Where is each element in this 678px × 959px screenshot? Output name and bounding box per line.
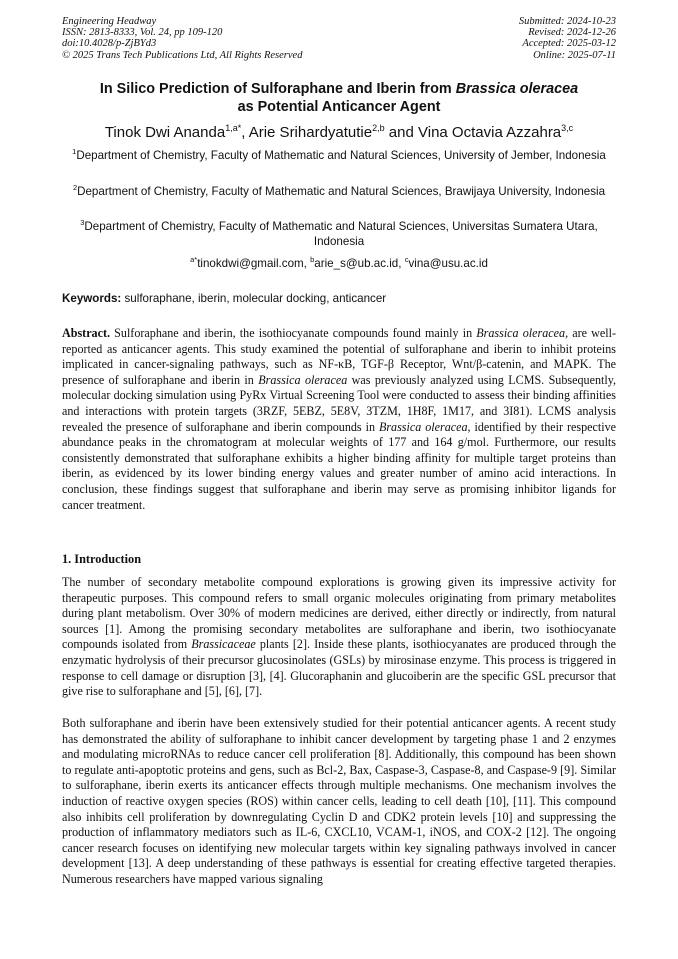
email-link[interactable]: vina@usu.ac.id bbox=[408, 257, 488, 270]
copyright-line: © 2025 Trans Tech Publications Ltd, All Rights Reserved bbox=[62, 49, 303, 61]
affiliation-text: Department of Chemistry, Faculty of Mathematic and Natural Sciences, University of Jember, Indonesia bbox=[76, 149, 606, 162]
text-run: , identified by their respective abundance peaks in the chromatogram at molecular weights of 177 and 164 g/mol. Furthermore, our results consistently demonstrated that sulforaphane exhibits a higher binding affinity for multiple target proteins than iberin, as evidenced by its lower binding energy values and greater number of amino acid interactions. In conclusion, these findings suggest that sulforaphane and iberin may serve as promising inhibitor ligands for cancer treatment. bbox=[62, 419, 616, 512]
author-list bbox=[62, 124, 616, 142]
italic-term: Brassica oleracea bbox=[378, 419, 468, 434]
abstract-body bbox=[62, 326, 616, 512]
journal-header-left bbox=[62, 16, 302, 61]
keywords bbox=[62, 291, 616, 306]
italic-term: Brassicaceae bbox=[191, 637, 256, 652]
accepted-date: Accepted: 2025-03-12 bbox=[522, 38, 616, 50]
keywords-text: sulforaphane, iberin, molecular docking, anticancer bbox=[121, 292, 387, 305]
paper-title bbox=[62, 80, 616, 116]
text-run: was previously analyzed using LCMS. Subsequently, molecular docking simulation using PyRx Virtual Screening Tool were conducted to assess their binding affinities and interactions with protein targets (3RZF, 5EBZ, 5E8V, 3TZM, 1H8F, 1M17, and 3I81). LCMS analysis revealed the presence of sulforaphane and iberin compounds in bbox=[62, 372, 616, 434]
author-separator: and bbox=[384, 124, 419, 141]
affiliation-text: Department of Chemistry, Faculty of Mathematic and Natural Sciences, Brawijaya University, Indonesia bbox=[77, 185, 606, 198]
text-run: Both sulforaphane and iberin have been extensively studied for their potential anticancer agents. A recent study has demonstrated the ability of sulforaphane to inhibit cancer development by targeting phase 1 and 2 enzymes and modulating microRNAs to reduce cancer cell proliferation [8]. Additionally, this compound has been shown to regulate anti-apoptotic proteins and gens, such as Bcl-2, Bax, Caspase-3, Caspase-8, and Caspase-9 [9]. Similar to sulforaphane, iberin exerts its anticancer effects through multiple mechanisms. One mechanism involves the induction of reactive oxygen species (ROS) within cancer cells, leading to cell death [10], [11]. This compound also inhibits cell proliferation by downregulating Cyclin D and CDK2 protein levels [10] and suppressing the production of inflammatory mediators such as IL-6, CXCL10, VCAM-1, iNOS, and COX-2 [12]. The ongoing cancer research focuses on identifying new molecular targets within key signaling pathways involved in cancer development [13]. A deep understanding of these pathways is essential for creating effective targeted therapies. Numerous researchers have mapped various signaling bbox=[62, 716, 616, 886]
italic-term: Brassica oleracea bbox=[258, 372, 348, 387]
keywords-label: Keywords: bbox=[62, 292, 122, 305]
journal-header-right bbox=[519, 16, 616, 61]
doi-line[interactable]: doi:10.4028/p-ZjBYd3 bbox=[62, 38, 157, 50]
affiliation-number: 3 bbox=[80, 218, 85, 228]
journal-name: Engineering Headway bbox=[62, 16, 157, 27]
affiliation-2 bbox=[62, 184, 616, 199]
text-run: plants [2]. Inside these plants, isothiocyanates are produced through the enzymatic hydrolysis of their precursor glucosinolates (GSLs) by mirosinase enzyme. This process is triggered in response to cell damage or disruption [3], [4]. Glucoraphanin and glucoiberin are the specific GSL precursor that give rise to sulforaphane and [5], [6], [7]. bbox=[62, 637, 616, 699]
email-mark: a* bbox=[190, 255, 198, 265]
author-affiliation-mark: 2,b bbox=[372, 123, 385, 133]
author-affiliation-mark: 1,a* bbox=[225, 123, 242, 133]
title-species: Brassica oleracea bbox=[455, 81, 579, 97]
email-link[interactable]: tinokdwi@gmail.com bbox=[197, 257, 304, 270]
intro-paragraph-2 bbox=[62, 716, 616, 888]
author-name: Vina Octavia Azzahra bbox=[418, 124, 562, 141]
text-run: The number of secondary metabolite compound explorations is growing given its impressive activity for therapeutic purposes. This compound refers to small organic molecules originating from primary metabolites during plant metabolism. Over 30% of modern medicines are derived, either directly or indirectly, from natural sources [1]. Among the promising secondary metabolites are sulforaphane and iberin, two isothiocyanate compounds isolated from bbox=[62, 575, 616, 652]
issn-line: ISSN: 2813-8333, Vol. 24, pp 109-120 bbox=[62, 27, 223, 39]
text-run: , are well-reported as anticancer agents. This study examined the potential of sulforaphane and iberin to inhibit proteins implicated in cancer-signaling pathways, such as NF-κB, TGF-β Receptor, Wnt/β-catenin, and MAPK. The presence of sulforaphane and iberin in bbox=[62, 326, 616, 387]
title-line2: as Potential Anticancer Agent bbox=[237, 99, 441, 115]
text-run: Sulforaphane and iberin, the isothiocyanate compounds found mainly in bbox=[110, 326, 477, 340]
email-mark: b bbox=[310, 255, 315, 265]
author-name: Tinok Dwi Ananda bbox=[104, 124, 226, 141]
abstract-label: Abstract. bbox=[62, 326, 111, 340]
email-mark: c bbox=[404, 255, 409, 265]
email-link[interactable]: arie_s@ub.ac.id bbox=[314, 257, 399, 270]
affiliation-text: Department of Chemistry, Faculty of Mathematic and Natural Sciences, Universitas Sumatera Utara, Indonesia bbox=[84, 220, 598, 249]
author-emails: $^{a*}$tinokdwi@gmail.com, $^b$arie_s@ub.ac.id, $^c$vina@usu.ac.id bbox=[190, 255, 488, 270]
author-affiliation-mark: 3,c bbox=[561, 123, 574, 133]
section-heading-introduction: 1. Introduction bbox=[62, 552, 142, 566]
revised-date: Revised: 2024-12-26 bbox=[528, 27, 616, 39]
affiliation-number: 1 bbox=[72, 147, 77, 157]
italic-term: Brassica oleracea bbox=[476, 326, 566, 340]
submitted-date: Submitted: 2024-10-23 bbox=[518, 16, 616, 27]
abstract bbox=[62, 326, 616, 513]
intro-paragraph-1 bbox=[62, 575, 616, 700]
author-name: Arie Srihardyatutie bbox=[248, 124, 373, 141]
affiliation-1 bbox=[62, 148, 616, 163]
title-line1: In Silico Prediction of Sulforaphane and Iberin from bbox=[99, 81, 456, 97]
online-date: Online: 2025-07-11 bbox=[533, 49, 616, 61]
affiliation-number: 2 bbox=[72, 183, 78, 193]
author-separator: , bbox=[241, 124, 249, 141]
affiliation-3 bbox=[62, 219, 616, 249]
